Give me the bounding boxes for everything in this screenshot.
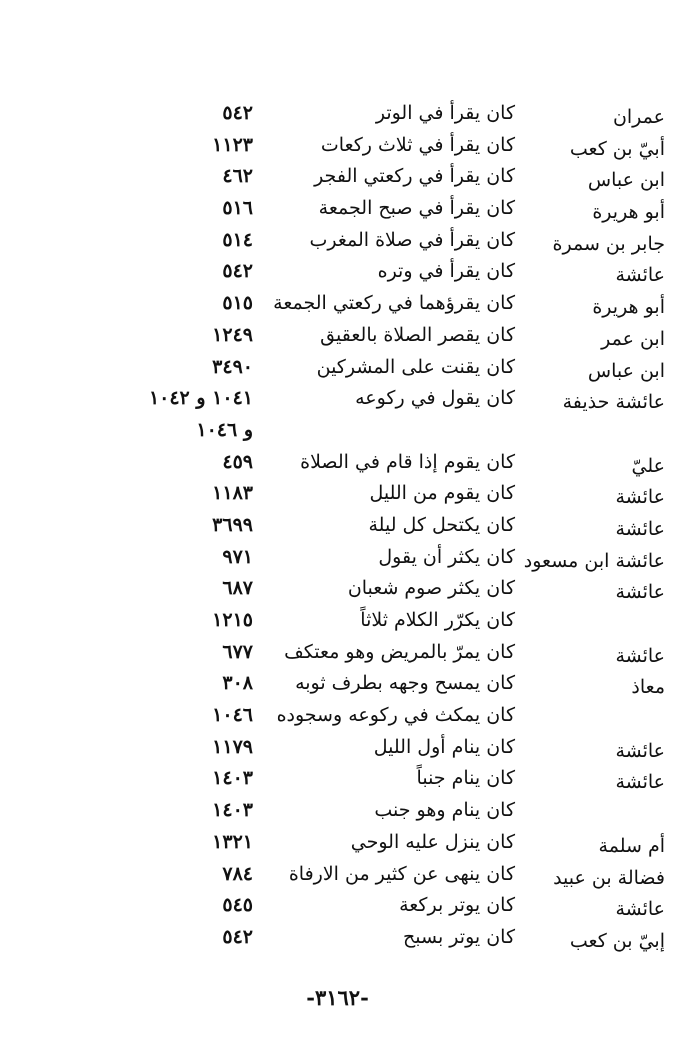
narrator-name: أبو هريرة [592, 201, 665, 224]
hadith-phrase: كان يقنت على المشركين [316, 355, 515, 378]
narrator-name: أم سلمة [598, 834, 665, 857]
hadith-number: ٤٥٩ [222, 450, 253, 473]
narrator-name: عليّ [631, 454, 665, 477]
narrator-name: عائشة [615, 739, 665, 762]
hadith-number: ١٤٠٣ [212, 767, 253, 790]
hadith-number: ٥١٥ [222, 292, 253, 315]
index-row [0, 229, 675, 261]
index-row [0, 736, 675, 768]
hadith-phrase: كان يكثر أن يقول [378, 545, 515, 568]
narrator-name: أبيّ بن كعب [569, 137, 665, 160]
hadith-phrase: كان يمكث في ركوعه وسجوده [276, 704, 515, 727]
narrator-name: عائشة حذيفة [562, 391, 665, 414]
hadith-phrase: كان يقرأ في ركعتي الفجر [314, 165, 515, 188]
hadith-phrase: كان يقوم من الليل [369, 482, 515, 505]
narrator-name: فضالة بن عبيد [553, 866, 665, 889]
hadith-number: و ١٠٤٦ [196, 418, 253, 441]
index-row [0, 767, 675, 799]
hadith-number: ١١٧٩ [212, 735, 253, 758]
narrator-name: عائشة [615, 517, 665, 540]
hadith-phrase: كان يقرأ في وتره [377, 260, 515, 283]
narrator-name: ابن عمر [601, 327, 665, 350]
index-row [0, 831, 675, 863]
hadith-number: ١٤٠٣ [212, 799, 253, 822]
index-row [0, 863, 675, 895]
hadith-number: ٣٠٨ [222, 672, 253, 695]
narrator-name: معاذ [631, 676, 665, 699]
hadith-phrase: كان يقرأ في صلاة المغرب [309, 228, 515, 251]
hadith-number: ٤٦٢ [222, 165, 253, 188]
hadith-number: ١٠٤٦ [212, 704, 253, 727]
hadith-phrase: كان ينام أول الليل [373, 735, 515, 758]
hadith-number: ٧٨٤ [222, 862, 253, 885]
index-row [0, 641, 675, 673]
hadith-number: ١١٢٣ [212, 133, 253, 156]
hadith-number: ١٢١٥ [212, 609, 253, 631]
index-row [0, 102, 675, 134]
hadith-phrase: كان يوتر بركعة [399, 894, 515, 917]
hadith-phrase: كان ينام جنباً [416, 767, 515, 790]
hadith-phrase: كان يمرّ بالمريض وهو معتكف [284, 640, 515, 663]
narrator-name: عائشة [615, 771, 665, 794]
index-row [0, 324, 675, 356]
index-row [0, 609, 675, 641]
narrator-name: عائشة [615, 581, 665, 604]
hadith-number: ٥١٦ [222, 197, 253, 220]
hadith-phrase: كان يقصر الصلاة بالعقيق [320, 323, 515, 346]
hadith-phrase: كان يقوم إذا قام في الصلاة [300, 450, 515, 473]
hadith-number: ٦٧٧ [222, 640, 253, 663]
hadith-number: ١٣٢١ [212, 830, 253, 853]
hadith-phrase: كان يكتحل كل ليلة [368, 513, 515, 536]
index-row [0, 134, 675, 166]
narrator-name: عائشة [615, 644, 665, 667]
index-row [0, 451, 675, 483]
narrator-name: عائشة ابن مسعود [523, 549, 665, 572]
hadith-phrase: كان يقرأ في الوتر [375, 102, 515, 124]
hadith-number: ٩٧١ [222, 545, 253, 568]
index-row [0, 260, 675, 292]
hadith-phrase: كان يكرّر الكلام ثلاثاً [360, 609, 515, 631]
narrator-name: ابن عباس [587, 169, 665, 192]
narrator-name: عائشة [615, 264, 665, 287]
hadith-number: ٥٤٢ [222, 102, 253, 124]
index-row [0, 165, 675, 197]
hadith-number: ٦٨٧ [222, 577, 253, 600]
narrator-name: أبو هريرة [592, 296, 665, 319]
hadith-phrase: كان ينهى عن كثير من الارفاة [288, 862, 515, 885]
hadith-phrase: كان يقرأ في صبح الجمعة [318, 197, 515, 220]
index-row [0, 894, 675, 926]
narrator-name: جابر بن سمرة [552, 232, 665, 255]
hadith-number: ٥٤٢ [222, 260, 253, 283]
hadith-phrase: كان يقرأ في ثلاث ركعات [320, 133, 515, 156]
index-row [0, 419, 675, 451]
index-row [0, 926, 675, 958]
index-row [0, 482, 675, 514]
hadith-phrase: كان يمسح وجهه بطرف ثوبه [295, 672, 515, 695]
index-row [0, 799, 675, 831]
index-row [0, 197, 675, 229]
index-row [0, 672, 675, 704]
narrator-name: إبيّ بن كعب [569, 929, 665, 952]
index-row [0, 704, 675, 736]
narrator-name: ابن عباس [587, 359, 665, 382]
hadith-phrase: كان يوتر بسبح [403, 925, 515, 948]
hadith-number: ٥٤٥ [222, 894, 253, 917]
hadith-number: ٣٦٩٩ [212, 513, 253, 536]
index-row [0, 292, 675, 324]
hadith-phrase: كان ينام وهو جنب [374, 799, 515, 822]
index-row [0, 546, 675, 578]
hadith-phrase: كان ينزل عليه الوحي [350, 830, 515, 853]
hadith-phrase: كان يكثر صوم شعبان [347, 577, 515, 600]
index-row [0, 577, 675, 609]
hadith-number: ١١٨٣ [212, 482, 253, 505]
page-number: -٣١٦٢- [306, 985, 369, 1010]
index-row [0, 514, 675, 546]
narrator-name: عائشة [615, 486, 665, 509]
narrator-name: عائشة [615, 898, 665, 921]
narrator-name: عمران [612, 106, 665, 128]
hadith-number: ١٢٤٩ [212, 323, 253, 346]
hadith-number: ١٠٤١ و ١٠٤٢ [148, 387, 253, 410]
hadith-number: ٥٤٢ [222, 925, 253, 948]
hadith-phrase: كان يقرؤهما في ركعتي الجمعة [273, 292, 515, 315]
hadith-number: ٥١٤ [222, 228, 253, 251]
index-row [0, 387, 675, 419]
index-row [0, 356, 675, 388]
hadith-phrase: كان يقول في ركوعه [355, 387, 515, 410]
hadith-number: ٣٤٩٠ [212, 355, 253, 378]
index-table [0, 102, 675, 958]
